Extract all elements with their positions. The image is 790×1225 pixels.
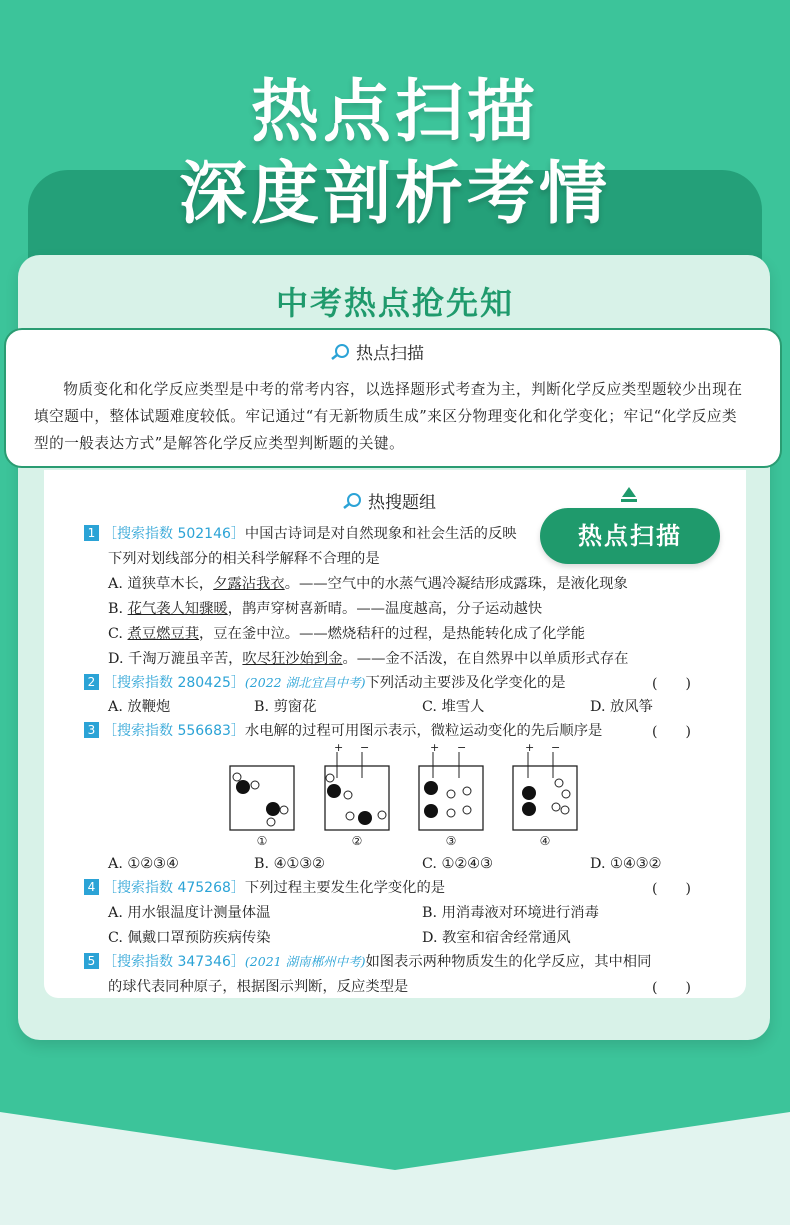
q1-option-a (108, 574, 628, 594)
q2-number: 2 (84, 674, 99, 690)
q4-stem-line (84, 878, 445, 898)
diagram-box-4 (513, 742, 577, 848)
q3-option-d: D. ①④③② (590, 856, 662, 872)
diagram-label-2: ② (351, 834, 363, 848)
hot-scan-body: 物质变化和化学反应类型是中考的常考内容，以选择题形式考查为主，判断化学反应类型题较少出现在填空题中，整体试题难度较低。牢记通过“有无新物质生成”来区分物理变化和化学变化；牢记“化学反应类型的一般表达方式”是解答化学反应类型判断题的关键。 (34, 381, 743, 452)
diagram-minus-4: − (551, 742, 561, 754)
q4-number: 4 (84, 879, 99, 895)
up-arrow-base (621, 499, 637, 502)
q1-option-a-explanation: 。——空气中的水蒸气遇冷凝结形成露珠，是液化现象 (284, 576, 628, 592)
q3-stem-line (84, 721, 602, 741)
q1-option-d-explanation: 。——金不活泼，在自然界中以单质形式存在 (342, 651, 629, 667)
q1-option-a-prefix: A. 道狭草木长， (108, 576, 214, 592)
diagram-plus-3: + (430, 742, 440, 754)
q3-answer-blank: ( ) (652, 724, 691, 740)
q3-option-a: A. ①②③④ (108, 856, 179, 872)
q4-stem: 下列过程主要发生化学变化的是 (244, 880, 446, 896)
q1-option-b-underlined: 花气袭人知骤暖 (127, 601, 228, 617)
electrolysis-diagram (215, 742, 585, 852)
q4-answer-blank: ( ) (652, 881, 691, 897)
q5-answer-blank: ( ) (652, 980, 691, 996)
q1-option-d-prefix: D. 千淘万漉虽辛苦， (108, 651, 243, 667)
q4-option-b: B. 用消毒液对环境进行消毒 (422, 905, 599, 921)
headline-line-2: 深度剖析考情 (178, 155, 611, 234)
q3-stem: 水电解的过程可用图示表示，微粒运动变化的先后顺序是 (244, 723, 603, 739)
hot-scan-heading-text: 热点扫描 (356, 344, 424, 364)
q1-option-b-explanation: ，鹊声穿树喜新晴。——温度越高，分子运动越快 (227, 601, 543, 617)
headline-line-1: 热点扫描 (250, 73, 539, 152)
diagram-label-3: ③ (445, 834, 457, 848)
q1-option-b (108, 599, 542, 619)
diagram-plus-2: + (334, 742, 344, 754)
diagram-minus-2: − (360, 742, 370, 754)
q4-search-index: ［搜索指数 475268］ (103, 880, 245, 896)
diagram-label-1: ① (256, 834, 268, 848)
q2-option-d: D. 放风筝 (590, 699, 653, 715)
diagram-plus-4: + (525, 742, 535, 754)
magnifier-icon (330, 343, 350, 361)
diagram-label-4: ④ (539, 834, 551, 848)
q5-stem-line2: 的球代表同种原子，根据图示判断，反应类型是 (108, 979, 409, 995)
hot-scan-pill-button[interactable]: 热点扫描 (540, 508, 720, 564)
q4-option-a: A. 用水银温度计测量体温 (108, 905, 271, 921)
q2-answer-blank: ( ) (652, 676, 691, 692)
diagram-box-3 (419, 742, 483, 848)
q2-stem-line (84, 673, 566, 693)
q1-number: 1 (84, 525, 99, 541)
q1-option-b-prefix: B. (108, 601, 128, 617)
q1-search-index: ［搜索指数 502146］ (103, 526, 245, 542)
q1-option-a-underlined: 夕露沾我衣 (213, 576, 285, 592)
q1-option-d-underlined: 吹尽狂沙始到金 (242, 651, 343, 667)
q1-option-c-underlined: 煮豆燃豆萁 (127, 626, 200, 642)
q3-search-index: ［搜索指数 556683］ (103, 723, 245, 739)
magnifier-icon (342, 492, 362, 510)
q1-stem-line1 (84, 524, 517, 544)
hot-search-heading-text: 热搜题组 (368, 493, 436, 513)
q4-option-d: D. 教室和宿舍经常通风 (422, 930, 571, 946)
q1-stem-line2: 下列对划线部分的相关科学解释不合理的是 (108, 551, 380, 567)
q2-search-index: ［搜索指数 280425］ (103, 675, 245, 691)
card-title: 中考热点抢先知 (275, 284, 514, 322)
q2-option-a: A. 放鞭炮 (108, 699, 171, 715)
q1-stem: 中国古诗词是对自然现象和社会生活的反映 (244, 526, 517, 542)
q4-option-c: C. 佩戴口罩预防疾病传染 (108, 930, 271, 946)
q2-stem: 下列活动主要涉及化学变化的是 (365, 675, 566, 691)
diagram-box-2 (325, 742, 389, 848)
q5-source: (2021 湖南郴州中考) (244, 954, 366, 969)
q3-option-c: C. ①②④③ (422, 856, 493, 872)
q5-stem-line1 (84, 952, 651, 972)
bottom-wave-decoration (0, 1100, 790, 1225)
q3-option-b: B. ④①③② (254, 856, 325, 872)
q5-search-index: ［搜索指数 347346］ (103, 954, 245, 970)
q1-option-c (108, 624, 585, 644)
q1-option-c-prefix: C. (108, 626, 128, 642)
q2-option-b: B. 剪窗花 (254, 699, 317, 715)
q2-source: (2022 湖北宜昌中考) (244, 675, 366, 690)
up-arrow-icon (622, 487, 636, 497)
hot-scan-heading (330, 339, 424, 364)
q5-number: 5 (84, 953, 99, 969)
hot-search-heading (342, 488, 436, 513)
q1-option-c-explanation: ，豆在釜中泣。——燃烧秸秆的过程，是热能转化成了化学能 (199, 626, 586, 642)
diagram-box-1 (230, 766, 294, 848)
q2-option-c: C. 堆雪人 (422, 699, 485, 715)
diagram-minus-3: − (457, 742, 467, 754)
q1-option-d (108, 649, 628, 669)
q3-number: 3 (84, 722, 99, 738)
q5-stem: 如图表示两种物质发生的化学反应，其中相同 (365, 954, 652, 970)
